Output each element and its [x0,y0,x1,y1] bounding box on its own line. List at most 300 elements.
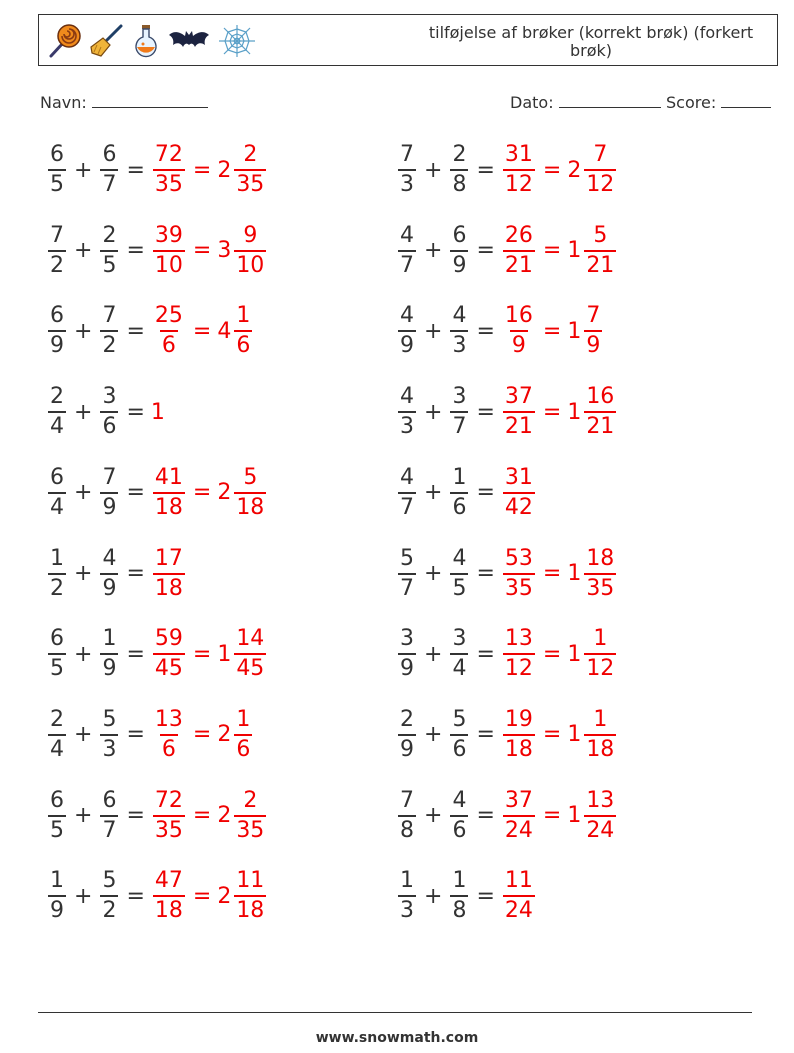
mixed-fraction [234,144,266,196]
numerator: 13 [154,706,183,732]
bat-icon [167,23,211,59]
plus-sign: + [74,238,93,264]
addend-fraction [398,870,416,922]
denominator: 9 [450,250,468,277]
numerator: 11 [504,868,533,894]
denominator: 35 [153,815,185,842]
equals-sign: = [126,803,145,829]
problem-8 [396,386,618,438]
numerator: 41 [154,464,183,490]
numerator: 3 [452,384,467,410]
plus-sign: + [74,722,93,748]
numerator: 2 [102,222,117,248]
problem-5 [46,305,254,357]
equals-sign: = [542,803,562,829]
denominator: 35 [234,815,266,842]
numerator: 19 [504,706,533,732]
numerator: 4 [452,545,467,571]
plus-sign: + [424,318,443,344]
denominator: 35 [584,573,616,600]
numerator: 6 [50,303,64,329]
denominator: 6 [100,411,118,438]
numerator: 6 [102,142,117,167]
problem-10 [396,464,537,520]
mixed-whole: 1 [567,399,582,425]
equals-sign: = [192,318,212,344]
answer-whole: 1 [150,399,165,425]
denominator: 7 [398,250,416,277]
numerator: 1 [593,706,608,732]
name-field [40,93,208,112]
denominator: 8 [398,815,416,842]
numerator: 7 [102,303,117,329]
equals-sign: = [192,238,212,264]
plus-sign: + [74,480,93,506]
mixed-whole: 3 [217,238,232,264]
denominator: 45 [153,653,185,680]
numerator: 31 [504,464,533,490]
numerator: 7 [102,464,117,490]
plus-sign: + [424,883,443,909]
equals-sign: = [126,722,145,748]
answer-fraction [503,144,535,196]
plus-sign: + [424,641,443,667]
problem-16 [396,706,618,762]
numerator: 13 [586,787,615,813]
addend-fraction [100,545,118,601]
equals-sign: = [192,722,212,748]
denominator: 6 [450,815,468,842]
numerator: 1 [452,464,467,490]
equals-sign: = [542,157,562,183]
denominator: 4 [48,492,66,519]
answer-fraction [153,706,185,762]
numerator: 2 [243,787,258,813]
mixed-whole: 1 [567,238,582,264]
addend-fraction [398,386,416,438]
equals-sign: = [542,641,562,667]
plus-sign: + [74,883,93,909]
denominator: 3 [100,734,118,761]
denominator: 12 [584,169,616,196]
equals-sign: = [542,561,562,586]
equals-sign: = [542,238,562,264]
equals-sign: = [476,561,495,586]
addend-fraction [48,628,66,680]
denominator: 18 [153,573,185,600]
numerator: 2 [243,142,258,167]
numerator: 2 [50,706,64,732]
potion-icon [131,23,161,59]
problem-4 [396,222,618,278]
denominator: 4 [48,411,66,438]
addend-fraction [100,787,118,843]
answer-fraction [503,386,535,438]
problem-3 [46,222,268,278]
denominator: 9 [398,330,416,357]
answer-fraction [153,787,185,843]
equals-sign: = [126,157,145,183]
plus-sign: + [74,803,93,829]
denominator: 21 [584,250,616,277]
numerator: 4 [452,787,467,813]
footer-divider [38,1012,752,1013]
denominator: 9 [584,330,602,357]
numerator: 1 [102,626,117,652]
denominator: 8 [450,169,468,196]
addend-fraction [100,305,118,357]
problem-1 [46,144,268,196]
numerator: 5 [593,222,608,248]
mixed-fraction [234,870,266,922]
addend-fraction [450,706,468,762]
addend-fraction [100,870,118,922]
mixed-fraction [234,464,266,520]
mixed-fraction [584,305,602,357]
equals-sign: = [126,641,145,667]
numerator: 37 [504,787,533,813]
numerator: 4 [102,545,117,571]
answer-fraction [503,628,535,680]
denominator: 35 [234,169,266,196]
denominator: 9 [100,492,118,519]
addend-fraction [48,222,66,278]
denominator: 7 [100,169,118,196]
numerator: 4 [400,303,414,329]
denominator: 5 [48,815,66,842]
mixed-fraction [234,305,252,357]
equals-sign: = [126,561,145,586]
score-field [666,93,771,112]
denominator: 3 [450,330,468,357]
numerator: 6 [50,787,64,813]
mixed-whole: 2 [217,803,232,829]
denominator: 6 [450,734,468,761]
problem-19 [46,870,268,922]
numerator: 11 [236,868,265,894]
addend-fraction [450,222,468,278]
denominator: 7 [398,573,416,600]
numerator: 6 [452,222,467,248]
numerator: 2 [452,142,467,167]
denominator: 9 [48,330,66,357]
numerator: 4 [400,222,414,248]
mixed-whole: 2 [567,157,582,183]
addend-fraction [450,545,468,601]
problem-14 [396,628,618,680]
mixed-fraction [584,222,616,278]
mixed-whole: 1 [567,803,582,829]
numerator: 5 [102,868,117,894]
lollipop-icon [47,23,83,59]
numerator: 3 [400,626,414,652]
mixed-whole: 1 [217,641,232,667]
addend-fraction [398,464,416,520]
equals-sign: = [476,318,495,344]
problem-7 [46,386,165,438]
numerator: 1 [50,868,64,894]
equals-sign: = [126,399,145,425]
numerator: 9 [243,222,258,248]
numerator: 6 [50,464,64,490]
plus-sign: + [74,561,93,586]
equals-sign: = [192,803,212,829]
numerator: 72 [154,142,183,167]
header-icons [47,21,257,61]
numerator: 7 [400,787,414,813]
denominator: 21 [503,250,535,277]
numerator: 13 [504,626,533,652]
addend-fraction [100,386,118,438]
addend-fraction [450,464,468,520]
denominator: 5 [450,573,468,600]
denominator: 24 [503,815,535,842]
mixed-whole: 1 [567,318,582,344]
footer-url: www.snowmath.com [315,1030,479,1046]
addend-fraction [398,628,416,680]
equals-sign: = [192,157,212,183]
addend-fraction [48,144,66,196]
equals-sign: = [192,480,212,506]
addend-fraction [450,628,468,680]
numerator: 1 [452,868,467,894]
plus-sign: + [424,238,443,264]
denominator: 18 [234,895,266,922]
denominator: 12 [503,169,535,196]
numerator: 4 [400,384,414,410]
plus-sign: + [424,803,443,829]
denominator: 7 [450,411,468,438]
denominator: 12 [584,653,616,680]
equals-sign: = [192,641,212,667]
addend-fraction [100,464,118,520]
numerator: 16 [504,303,533,329]
denominator: 6 [450,492,468,519]
equals-sign: = [542,722,562,748]
numerator: 2 [400,706,414,732]
denominator: 5 [100,250,118,277]
denominator: 5 [48,653,66,680]
denominator: 42 [503,492,535,519]
date-field [510,93,661,112]
denominator: 10 [234,250,266,277]
answer-fraction [503,706,535,762]
numerator: 4 [452,303,467,329]
equals-sign: = [476,238,495,264]
equals-sign: = [476,641,495,667]
addend-fraction [48,870,66,922]
answer-fraction [503,545,535,601]
equals-sign: = [476,803,495,829]
equals-sign: = [476,722,495,748]
equals-sign: = [126,883,145,909]
denominator: 18 [153,492,185,519]
denominator: 18 [503,734,535,761]
denominator: 2 [100,895,118,922]
mixed-whole: 2 [217,722,232,748]
broom-icon [89,23,125,59]
denominator: 8 [450,895,468,922]
denominator: 2 [48,250,66,277]
plus-sign: + [424,157,443,183]
addend-fraction [100,628,118,680]
answer-fraction [503,870,535,922]
addend-fraction [450,144,468,196]
mixed-fraction [584,545,616,601]
numerator: 7 [50,222,64,248]
denominator: 18 [584,734,616,761]
equals-sign: = [192,883,212,909]
name-blank[interactable] [92,93,208,108]
numerator: 7 [593,142,608,167]
denominator: 9 [398,653,416,680]
numerator: 14 [236,626,265,652]
problem-15 [46,706,254,762]
numerator: 59 [154,626,183,652]
equals-sign: = [476,399,495,425]
equals-sign: = [476,883,495,909]
addend-fraction [398,305,416,357]
mixed-fraction [584,706,616,762]
problem-13 [46,628,268,680]
numerator: 2 [50,384,64,410]
problem-6 [396,305,604,357]
equals-sign: = [126,480,145,506]
answer-fraction [153,464,185,520]
denominator: 9 [398,734,416,761]
numerator: 3 [102,384,117,410]
mixed-whole: 1 [567,722,582,748]
numerator: 47 [154,868,183,894]
denominator: 18 [234,492,266,519]
addend-fraction [48,787,66,843]
score-label: Score: [666,93,717,112]
numerator: 5 [102,706,117,732]
mixed-whole: 2 [217,480,232,506]
numerator: 6 [50,142,64,167]
denominator: 21 [584,411,616,438]
denominator: 3 [398,411,416,438]
equals-sign: = [476,480,495,506]
numerator: 1 [236,706,251,732]
equals-sign: = [542,399,562,425]
numerator: 4 [400,464,414,490]
denominator: 12 [503,653,535,680]
plus-sign: + [74,318,93,344]
numerator: 1 [400,868,414,894]
equals-sign: = [126,318,145,344]
addend-fraction [398,222,416,278]
denominator: 18 [153,895,185,922]
answer-fraction [503,787,535,843]
denominator: 3 [398,895,416,922]
numerator: 7 [400,142,414,167]
numerator: 5 [400,545,414,571]
denominator: 4 [450,653,468,680]
numerator: 1 [593,626,608,652]
denominator: 3 [398,169,416,196]
mixed-fraction [584,628,616,680]
score-blank[interactable] [721,93,771,108]
mixed-whole: 4 [217,318,232,344]
numerator: 3 [452,626,467,652]
numerator: 6 [50,626,64,652]
mixed-fraction [584,386,616,438]
plus-sign: + [424,399,443,425]
denominator: 24 [503,895,535,922]
denominator: 24 [584,815,616,842]
numerator: 39 [154,222,183,248]
denominator: 45 [234,653,266,680]
mixed-whole: 2 [217,157,232,183]
problem-18 [396,787,618,843]
addend-fraction [450,386,468,438]
spiderweb-icon [217,23,257,59]
addend-fraction [48,386,66,438]
denominator: 9 [100,573,118,600]
numerator: 25 [154,303,183,329]
answer-fraction [153,628,185,680]
addend-fraction [100,144,118,196]
numerator: 17 [154,545,183,571]
denominator: 9 [510,330,528,357]
mixed-fraction [584,787,616,843]
name-label: Navn: [40,93,87,112]
denominator: 7 [398,492,416,519]
addend-fraction [450,870,468,922]
problem-11 [46,545,187,601]
numerator: 53 [504,545,533,571]
numerator: 31 [504,142,533,167]
problem-20 [396,870,537,922]
equals-sign: = [476,157,495,183]
addend-fraction [48,305,66,357]
problem-17 [46,787,268,843]
addend-fraction [48,464,66,520]
denominator: 6 [234,330,252,357]
denominator: 6 [160,330,178,357]
numerator: 7 [586,303,601,329]
numerator: 5 [452,706,467,732]
numerator: 5 [243,464,258,490]
numerator: 6 [102,787,117,813]
answer-fraction [153,545,185,601]
addend-fraction [450,305,468,357]
answer-fraction [153,870,185,922]
numerator: 26 [504,222,533,248]
denominator: 6 [234,734,252,761]
answer-fraction [153,305,185,357]
addend-fraction [100,706,118,762]
denominator: 35 [503,573,535,600]
problem-2 [396,144,618,196]
mixed-fraction [234,628,266,680]
denominator: 21 [503,411,535,438]
plus-sign: + [424,561,443,586]
addend-fraction [48,545,66,601]
numerator: 18 [586,545,615,571]
numerator: 1 [50,545,64,571]
date-blank[interactable] [559,93,661,108]
equals-sign: = [126,238,145,264]
addend-fraction [398,144,416,196]
answer-fraction [153,144,185,196]
denominator: 9 [100,653,118,680]
denominator: 5 [48,169,66,196]
plus-sign: + [424,480,443,506]
answer-fraction [503,305,535,357]
plus-sign: + [74,399,93,425]
